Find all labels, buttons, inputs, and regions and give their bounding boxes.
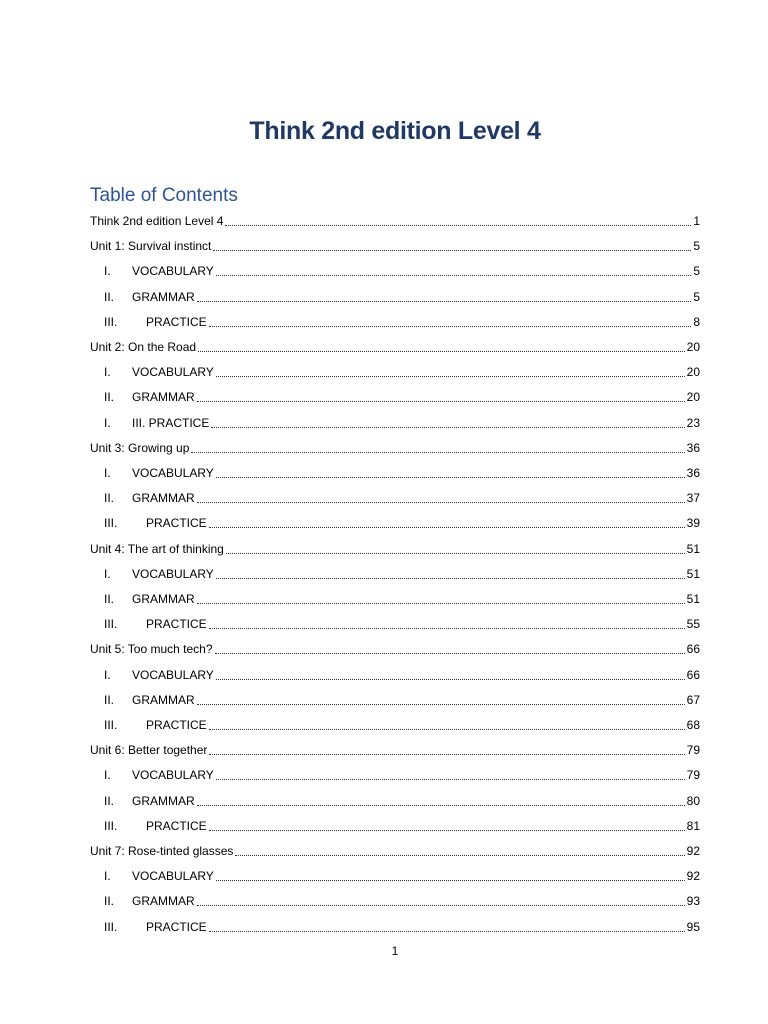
- toc-entry[interactable]: [104, 309, 700, 329]
- dot-leader: [209, 526, 685, 528]
- toc-entry-page: 39: [686, 516, 700, 531]
- toc-entry-page: 66: [686, 642, 700, 657]
- toc-entry-number: II.: [104, 592, 115, 606]
- dot-leader: [209, 930, 685, 932]
- toc-entry[interactable]: [90, 233, 700, 253]
- toc-entry-label: GRAMMAR: [132, 894, 195, 909]
- toc-entry-label: GRAMMAR: [132, 692, 195, 707]
- toc-entry-number: II.: [104, 894, 115, 909]
- toc-entry-number: II.: [104, 793, 115, 808]
- toc-entry-label: PRACTICE: [146, 314, 207, 329]
- toc-entry-page: 20: [686, 340, 700, 354]
- toc-entry-label: GRAMMAR: [132, 390, 195, 405]
- toc-entry-label: GRAMMAR: [132, 592, 195, 606]
- dot-leader: [197, 804, 685, 806]
- dot-leader: [198, 350, 685, 352]
- toc-entry[interactable]: [104, 863, 700, 883]
- toc-entry-page: 68: [686, 718, 700, 732]
- dot-leader: [216, 375, 685, 377]
- toc-entry-number: I.: [104, 768, 111, 783]
- dot-leader: [216, 274, 692, 276]
- dot-leader: [209, 627, 685, 629]
- toc-entry-number: I.: [104, 869, 111, 884]
- toc-entry-label: PRACTICE: [146, 818, 207, 833]
- toc-entry-label: VOCABULARY: [132, 667, 214, 682]
- toc-entry-label: VOCABULARY: [132, 869, 214, 884]
- toc-entry[interactable]: [90, 636, 700, 656]
- toc-entry-label: Unit 3: Growing up: [90, 440, 190, 455]
- toc-entry[interactable]: [104, 813, 700, 833]
- toc-entry-page: 93: [686, 894, 700, 909]
- toc-entry-number: III.: [104, 718, 118, 732]
- toc-entry[interactable]: [104, 510, 700, 530]
- toc-entry[interactable]: [90, 536, 700, 556]
- dot-leader: [213, 249, 691, 251]
- toc-entry[interactable]: [104, 914, 700, 934]
- toc-entry-number: I.: [104, 365, 111, 380]
- dot-leader: [197, 300, 692, 302]
- toc-entry-label: VOCABULARY: [132, 768, 214, 783]
- toc-entry[interactable]: [104, 788, 700, 808]
- toc-entry-page: 51: [686, 592, 700, 606]
- dot-leader: [209, 753, 684, 755]
- toc-entry-page: 36: [686, 466, 700, 480]
- toc-entry-page: 23: [686, 415, 700, 430]
- dot-leader: [197, 904, 685, 906]
- dot-leader: [197, 400, 685, 402]
- toc-entry-label: PRACTICE: [146, 617, 207, 632]
- toc-entry[interactable]: [104, 561, 700, 581]
- toc-entry-page: 79: [686, 768, 700, 783]
- toc-entry-label: VOCABULARY: [132, 264, 214, 279]
- toc-entry[interactable]: [90, 737, 700, 757]
- toc-entry[interactable]: [104, 888, 700, 908]
- toc-entry[interactable]: [90, 334, 700, 354]
- toc-entry-page: 20: [686, 390, 700, 405]
- toc-entry-page: 79: [686, 743, 700, 758]
- toc-entry-label: III. PRACTICE: [132, 415, 210, 430]
- toc-entry[interactable]: [104, 410, 700, 430]
- toc-entry-number: I.: [104, 264, 111, 279]
- dot-leader: [209, 829, 685, 831]
- toc-entry[interactable]: [104, 284, 700, 304]
- dot-leader: [216, 678, 685, 680]
- toc-entry-page: 36: [686, 440, 700, 455]
- toc-entry[interactable]: [90, 838, 700, 858]
- dot-leader: [216, 577, 685, 579]
- toc-entry[interactable]: [104, 258, 700, 278]
- toc-entry-label: GRAMMAR: [132, 491, 195, 506]
- toc-entry[interactable]: [90, 208, 700, 228]
- dot-leader: [209, 728, 685, 730]
- toc-entry-number: III.: [104, 314, 118, 329]
- toc-entry-label: GRAMMAR: [132, 793, 195, 808]
- toc-entry[interactable]: [104, 485, 700, 505]
- toc-entry-page: 81: [686, 818, 700, 833]
- toc-entry[interactable]: [104, 687, 700, 707]
- toc-entry[interactable]: [104, 762, 700, 782]
- toc-entry-number: I.: [104, 566, 111, 581]
- toc-entry-page: 8: [693, 314, 700, 329]
- toc-entry-label: PRACTICE: [146, 718, 207, 732]
- toc-entry-page: 37: [686, 491, 700, 506]
- toc-entry-page: 20: [686, 365, 700, 380]
- toc-entry-number: I.: [104, 667, 111, 682]
- dot-leader: [197, 501, 685, 503]
- toc-entry-number: II.: [104, 289, 115, 304]
- toc-entry-label: Unit 5: Too much tech?: [90, 642, 213, 657]
- page-number: 1: [391, 944, 399, 958]
- toc-entry-page: 66: [686, 667, 700, 682]
- dot-leader: [215, 652, 685, 654]
- toc-entry-page: 92: [686, 869, 700, 884]
- toc-entry-label: Unit 4: The art of thinking: [90, 541, 224, 556]
- toc-entry[interactable]: [104, 712, 700, 732]
- toc-entry[interactable]: [90, 435, 700, 455]
- dot-leader: [216, 778, 685, 780]
- toc-entry-number: II.: [104, 390, 115, 405]
- toc-entry[interactable]: [104, 586, 700, 606]
- dot-leader: [235, 854, 684, 856]
- toc-entry[interactable]: [104, 662, 700, 682]
- toc-entry-page: 5: [693, 264, 700, 279]
- dot-leader: [191, 451, 684, 453]
- toc-entry-label: Think 2nd edition Level 4: [90, 214, 224, 228]
- dot-leader: [211, 426, 684, 428]
- toc-entry[interactable]: [104, 359, 700, 379]
- toc-entry-page: 1: [693, 214, 700, 228]
- toc-entry-number: I.: [104, 466, 111, 480]
- dot-leader: [226, 552, 685, 554]
- toc-entry-number: III.: [104, 919, 118, 934]
- toc-entry-label: GRAMMAR: [132, 289, 195, 304]
- toc-entry-label: PRACTICE: [146, 516, 207, 531]
- toc-entry-page: 67: [686, 692, 700, 707]
- toc-heading: Table of Contents: [90, 185, 238, 206]
- toc-entry[interactable]: [104, 384, 700, 404]
- toc-entry-label: VOCABULARY: [132, 566, 214, 581]
- toc-entry-number: I.: [104, 415, 111, 430]
- dot-leader: [216, 879, 685, 881]
- toc-entry-number: II.: [104, 692, 115, 707]
- toc-entry-page: 55: [686, 617, 700, 632]
- toc-entry-number: III.: [104, 818, 118, 833]
- toc-entry-label: Unit 1: Survival instinct: [90, 239, 212, 254]
- toc-entry[interactable]: [104, 611, 700, 631]
- toc-entry-label: Unit 7: Rose-tinted glasses: [90, 844, 234, 858]
- toc-entry-page: 51: [686, 566, 700, 581]
- toc-entry-number: II.: [104, 491, 115, 506]
- dot-leader: [209, 325, 692, 327]
- toc-entry-page: 5: [693, 289, 700, 304]
- toc-entry-label: Unit 2: On the Road: [90, 340, 197, 354]
- dot-leader: [197, 703, 685, 705]
- toc-entry-page: 80: [686, 793, 700, 808]
- toc-entry-label: VOCABULARY: [132, 466, 214, 480]
- dot-leader: [216, 476, 685, 478]
- toc-entry-number: III.: [104, 516, 118, 531]
- toc-entry-page: 92: [686, 844, 700, 858]
- toc-entry-label: Unit 6: Better together: [90, 743, 208, 758]
- toc-entry[interactable]: [104, 460, 700, 480]
- dot-leader: [225, 224, 691, 226]
- toc-entry-page: 5: [693, 239, 700, 254]
- toc-entry-label: VOCABULARY: [132, 365, 214, 380]
- dot-leader: [197, 602, 685, 604]
- document-title: Think 2nd edition Level 4: [249, 117, 541, 145]
- toc-entry-page: 51: [686, 541, 700, 556]
- toc-entry-page: 95: [686, 919, 700, 934]
- toc-entry-number: III.: [104, 617, 118, 632]
- toc-entry-label: PRACTICE: [146, 919, 207, 934]
